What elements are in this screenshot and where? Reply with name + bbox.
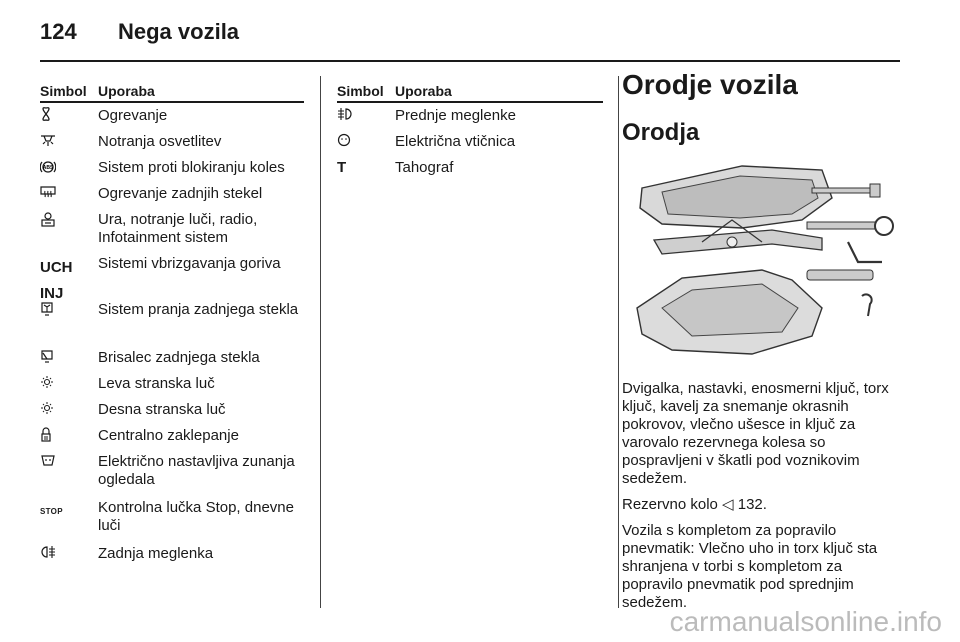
- table-row: [337, 133, 603, 159]
- col-use-header: Uporaba: [98, 83, 155, 99]
- table-row: [40, 427, 304, 453]
- table-header: [337, 80, 603, 99]
- table-row: [40, 301, 304, 349]
- table-row: [40, 107, 304, 133]
- table-row: [40, 499, 304, 545]
- row-use: Sistem proti blokiranju koles: [98, 159, 285, 176]
- table-row: [337, 107, 603, 133]
- row-use: Ogrevanje: [98, 107, 168, 124]
- central-lock-icon: [40, 427, 98, 453]
- tachograph-label: T: [337, 159, 347, 176]
- row-use: Električno nastavljiva zunanja ogledala: [98, 453, 295, 488]
- row-use: Brisalec zadnjega stekla: [98, 349, 260, 366]
- row-use: Sistem pranja zadnjega stekla: [98, 301, 299, 318]
- table-row: [40, 401, 304, 427]
- rear-fog-icon: [40, 545, 98, 569]
- abs-icon: [40, 159, 98, 185]
- row-use: Ogrevanje zadnjih stekel: [98, 185, 263, 202]
- row-use: Tahograf: [395, 159, 454, 176]
- rear-washer-icon: [40, 301, 98, 349]
- table-row: [40, 211, 304, 255]
- table-row: [40, 255, 304, 301]
- table-row: [40, 375, 304, 401]
- watermark: carmanualsonline.info: [669, 606, 942, 637]
- right-side-light-icon: [40, 401, 98, 427]
- interior-light-icon: [40, 133, 98, 159]
- table-row: [40, 545, 304, 569]
- row-use: Prednje meglenke: [395, 107, 516, 124]
- left-side-light-icon: [40, 375, 98, 401]
- table-header-rule: [40, 101, 304, 103]
- repair-kit-paragraph: Vozila s kompletom za popravilo pnevmatik: Vlečno uho in torx ključ sta shranjena v torbi s kompletom za popravilo pnevmatik pod sprednjim sedežem.: [622, 522, 878, 611]
- table-row: [337, 159, 603, 185]
- symbol-table-left: [40, 80, 304, 569]
- clock-fuse-icon: [40, 211, 98, 255]
- table-header: [40, 80, 304, 99]
- row-use: Leva stranska luč: [98, 375, 215, 392]
- svg-text:ABS: ABS: [42, 165, 54, 171]
- row-use: Kontrolna lučka Stop, dnevne luči: [98, 499, 294, 534]
- tools-section: [622, 68, 902, 612]
- row-use: Ura, notranje luči, radio, Infotainment sistem: [98, 211, 258, 246]
- rear-window-heating-icon: [40, 185, 98, 211]
- front-fog-icon: [337, 107, 395, 133]
- col-use-header: Uporaba: [395, 83, 452, 99]
- row-use: Centralno zaklepanje: [98, 427, 239, 444]
- page-title: Nega vozila: [118, 19, 240, 44]
- section-heading: Orodje vozila: [622, 69, 798, 100]
- table-row: [40, 453, 304, 499]
- vehicle-tools-illustration: [622, 158, 900, 366]
- rear-wiper-icon: [40, 349, 98, 375]
- section-subheading: Orodja: [622, 119, 700, 146]
- row-use: Zadnja meglenka: [98, 545, 214, 562]
- symbol-table-right: [337, 80, 603, 185]
- page-number: 124: [40, 19, 77, 44]
- row-use: Desna stranska luč: [98, 401, 226, 418]
- row-use: Notranja osvetlitev: [98, 133, 222, 150]
- column-divider: [320, 76, 321, 608]
- row-use: Električna vtičnica: [395, 133, 516, 150]
- spare-wheel-reference: Rezervno kolo ◁ 132.: [622, 496, 767, 513]
- col-symbol-header: Simbol: [337, 83, 384, 99]
- fan-icon: [40, 107, 98, 133]
- stop-label: STOP: [40, 507, 63, 516]
- table-row: [40, 185, 304, 211]
- header-rule: [40, 60, 900, 62]
- table-row: [40, 133, 304, 159]
- power-socket-icon: [337, 133, 395, 159]
- row-use: Sistemi vbrizgavanja goriva: [98, 255, 281, 272]
- col-symbol-header: Simbol: [40, 83, 87, 99]
- mirror-adjust-icon: [40, 453, 98, 499]
- table-header-rule: [337, 101, 603, 103]
- table-row: [40, 349, 304, 375]
- tools-paragraph: Dvigalka, nastavki, enosmerni ključ, torx ključ, kavelj za snemanje okrasnih pokrovov, vlečno ušesce in ključ za varovalo rezervnega kolesa so pospravljeni v škatli pod voznikovim sedežem.: [622, 380, 889, 487]
- column-divider: [618, 76, 619, 608]
- uch-inj-label: UCH INJ: [40, 259, 73, 302]
- table-row: [40, 159, 304, 185]
